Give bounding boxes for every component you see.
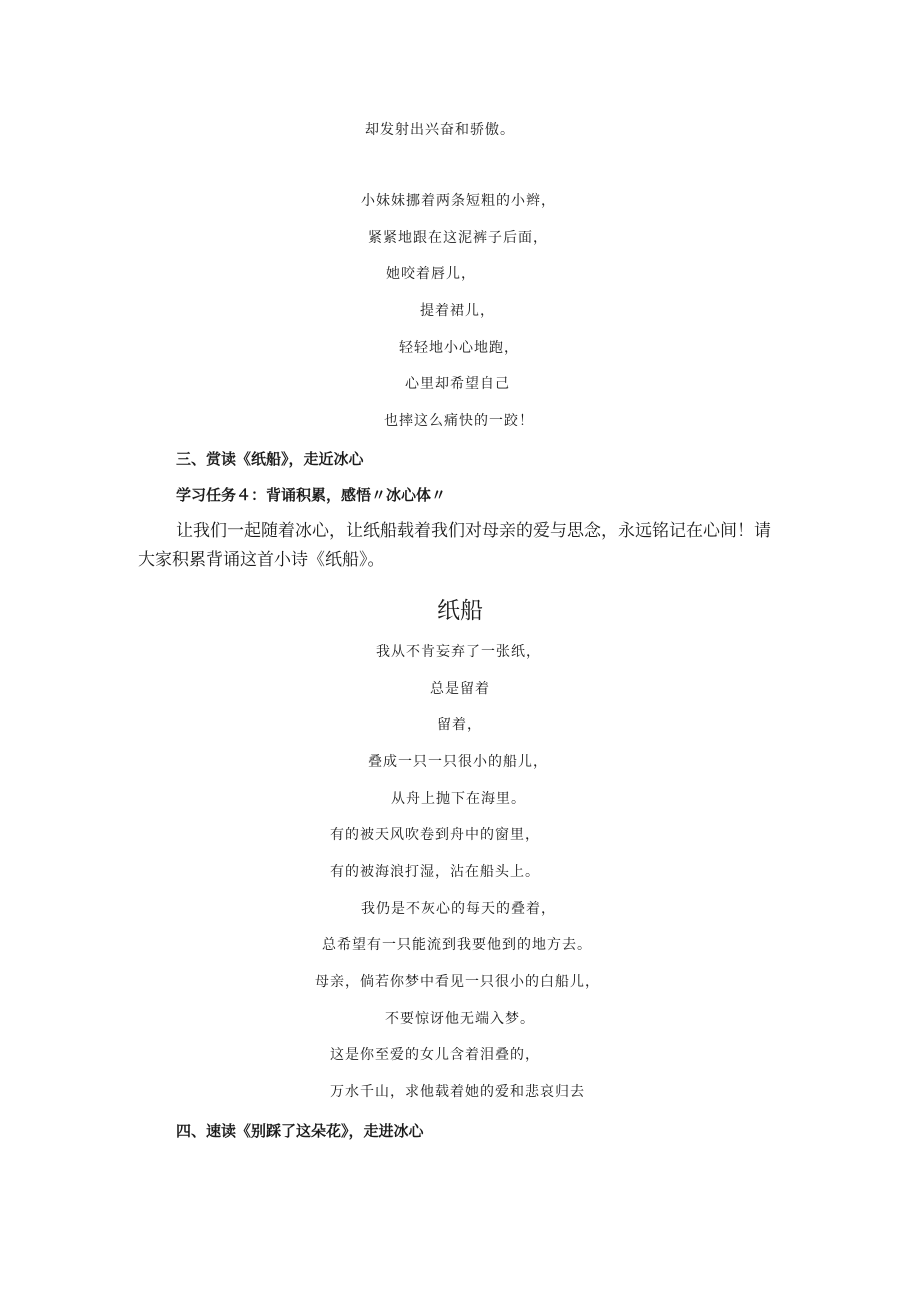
poem-line: 我仍是不灰心的每天的叠着， bbox=[361, 901, 556, 917]
poem-line: 这是你至爱的女儿含着泪叠的， bbox=[330, 1047, 540, 1063]
intro-paragraph: 让我们一起随着冰心，让纸船载着我们对母亲的爱与思念，永远铭记在心间！请大家积累背诵这首小诗《纸船》。 bbox=[138, 521, 771, 570]
poem-line: 有的被天风吹卷到舟中的窗里， bbox=[330, 827, 540, 843]
poem-line: 有的被海浪打湿，沾在船头上。 bbox=[330, 864, 540, 880]
poem-line: 总是留着 bbox=[430, 681, 490, 697]
poem-line: 也摔这么痛快的一跤！ bbox=[384, 413, 534, 429]
poem-line: 从舟上抛下在海里。 bbox=[391, 791, 526, 807]
poem-line: 紧紧地跟在这泥裤子后面， bbox=[368, 230, 548, 246]
poem-line: 心里却希望自己 bbox=[405, 376, 510, 392]
poem-line: 轻轻地小心地跑， bbox=[399, 340, 519, 356]
section-heading-4: 四、速读《别踩了这朵花》，走进冰心 bbox=[176, 1122, 424, 1140]
poem-line: 叠成一只一只很小的船儿， bbox=[368, 754, 548, 770]
poem-line: 我从不肯妄弃了一张纸， bbox=[376, 644, 541, 660]
section-heading-3: 三、赏读《纸船》，走近冰心 bbox=[176, 450, 364, 468]
poem-line: 提着裙儿， bbox=[420, 303, 495, 319]
poem-line: 她咬着唇儿， bbox=[386, 266, 476, 282]
poem-line: 却发射出兴奋和骄傲。 bbox=[365, 122, 515, 138]
poem-line: 留着， bbox=[437, 717, 482, 733]
learning-task-heading: 学习任务４：背诵积累，感悟〃冰心体〃 bbox=[176, 486, 447, 504]
poem-line: 小妹妹挪着两条短粗的小辫， bbox=[361, 193, 556, 209]
poem-line: 不要惊讶他无端入梦。 bbox=[385, 1011, 535, 1027]
poem-line: 万水千山，求他载着她的爱和悲哀归去 bbox=[330, 1084, 585, 1100]
poem-title: 纸船 bbox=[437, 598, 483, 624]
poem-line: 总希望有一只能流到我要他到的地方去。 bbox=[322, 937, 592, 953]
poem-line: 母亲，倘若你梦中看见一只很小的白船儿， bbox=[315, 974, 600, 990]
